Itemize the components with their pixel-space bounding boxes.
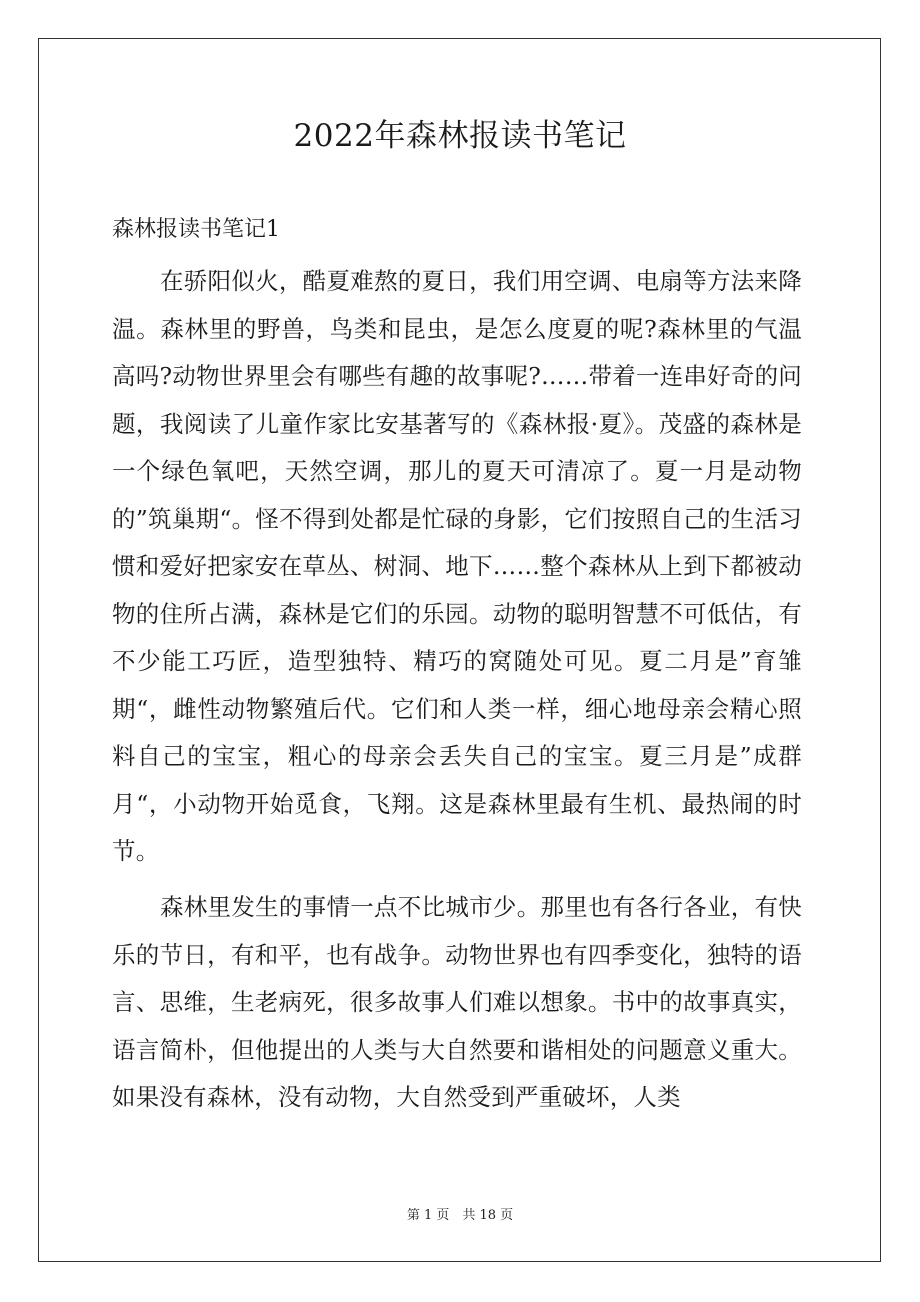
page-number-footer: 第 1 页 共 18 页 [406, 1208, 514, 1223]
body-paragraph-1: 在骄阳似火，酷夏难熬的夏日，我们用空调、电扇等方法来降温。森林里的野兽，鸟类和昆虫，是怎么度夏的呢?森林里的气温高吗?动物世界里会有哪些有趣的故事呢?……带着一连串好奇的问题，我阅读了儿童作家比安基著写的《森林报·夏》。茂盛的森林是一个绿色氧吧，天然空调，那儿的夏天可清凉了。夏一月是动物的”筑巢期“。怪不得到处都是忙碌的身影，它们按照自己的生活习惯和爱好把家安在草丛、树洞、地下……整个森林从上到下都被动物的住所占满，森林是它们的乐园。动物的聪明智慧不可低估，有不少能工巧匠，造型独特、精巧的窝随处可见。夏二月是”育雏期“，雌性动物繁殖后代。它们和人类一样，细心地母亲会精心照料自己的宝宝，粗心的母亲会丢失自己的宝宝。夏三月是”成群月“，小动物开始觅食，飞翔。这是森林里最有生机、最热闹的时节。 [112, 267, 802, 865]
section-heading: 森林报读书笔记1 [112, 217, 280, 242]
document-title: 2022年森林报读书笔记 [293, 118, 627, 154]
body-paragraph-2: 森林里发生的事情一点不比城市少。那里也有各行各业，有快乐的节日，有和平，也有战争。动物世界也有四季变化，独特的语言、思维，生老病死，很多故事人们难以想象。书中的故事真实，语言简朴，但他提出的人类与大自然要和谐相处的问题意义重大。如果没有森林，没有动物，大自然受到严重破坏，人类 [112, 893, 802, 1111]
